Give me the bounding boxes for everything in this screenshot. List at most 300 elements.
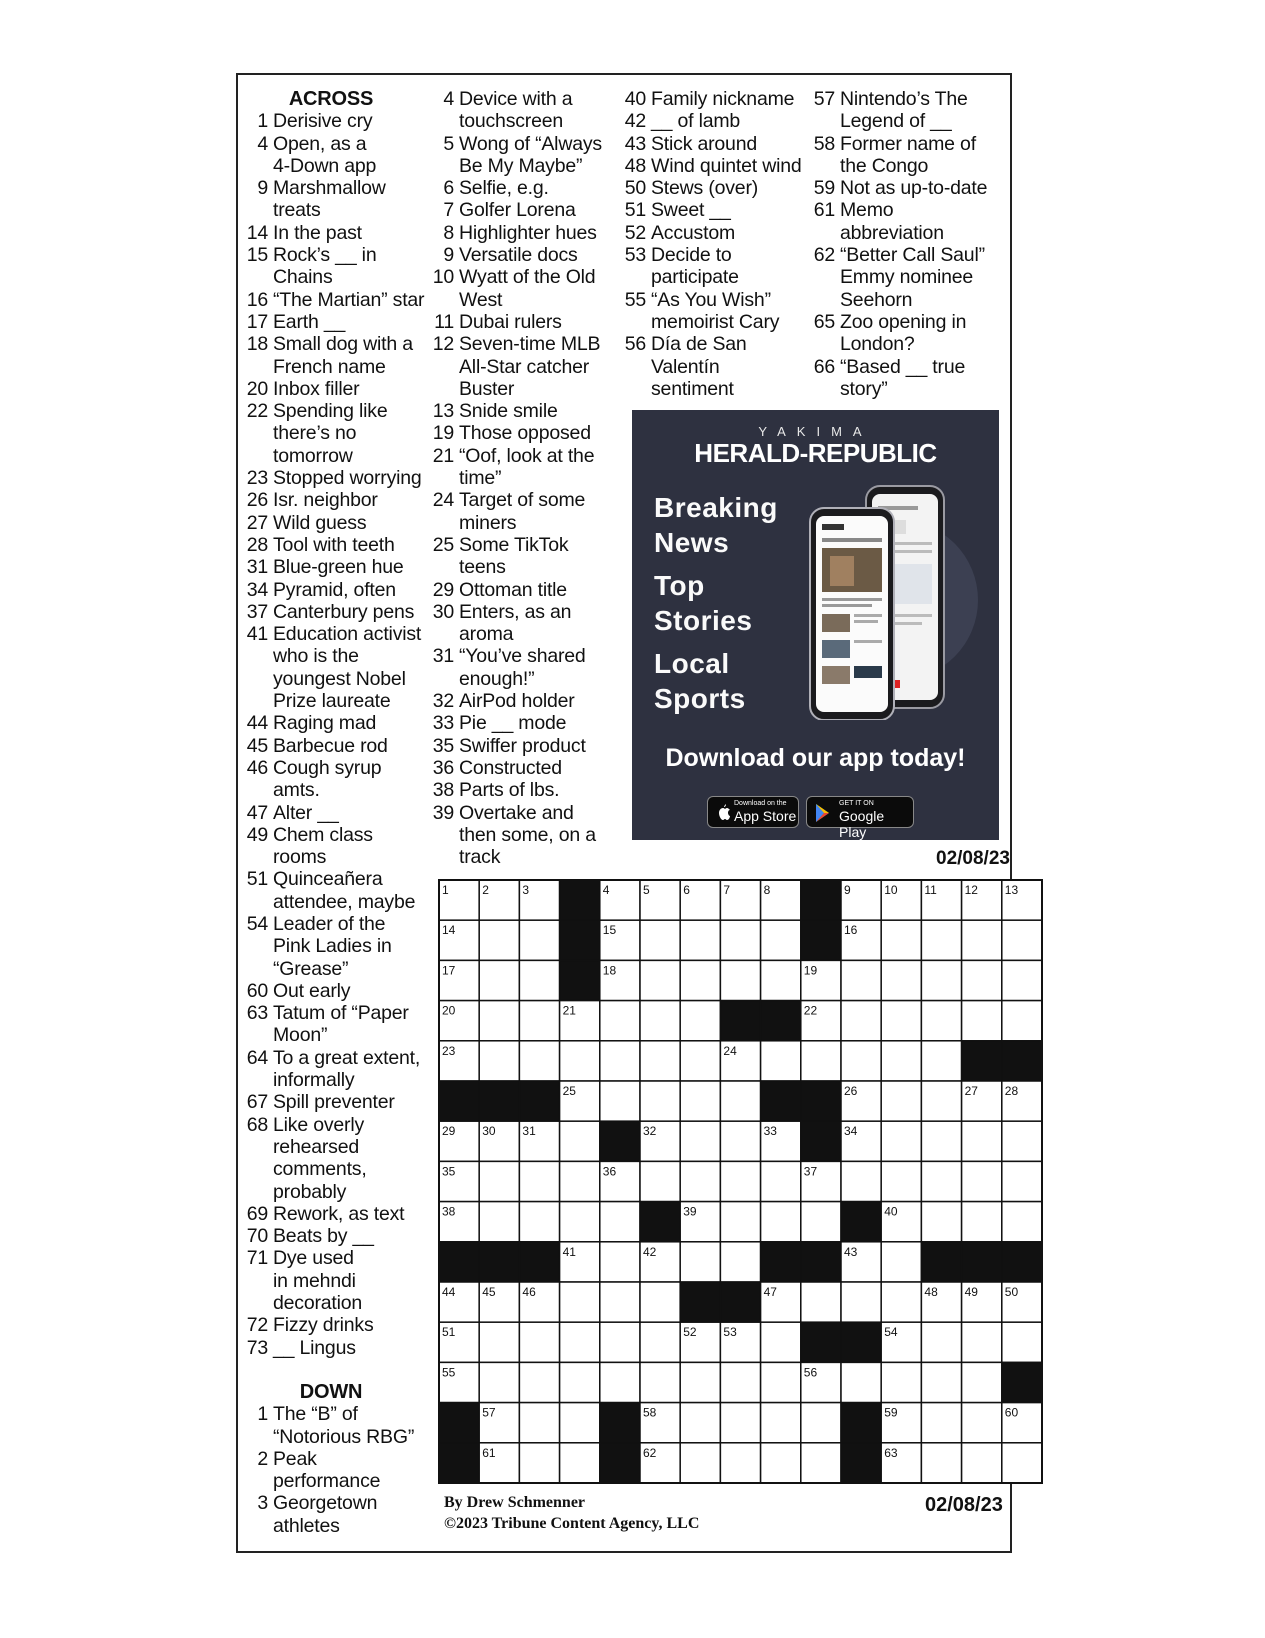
grid-cell[interactable] xyxy=(560,1041,600,1081)
down-column-3 xyxy=(624,88,814,400)
grid-cell[interactable] xyxy=(479,1161,519,1201)
down-clue-52[interactable] xyxy=(624,222,814,244)
clue-number: 2 xyxy=(257,1447,268,1470)
clue-number: 21 xyxy=(432,444,454,467)
grid-cell[interactable] xyxy=(560,1403,600,1443)
down-clue-29[interactable] xyxy=(432,579,612,601)
clue-line: then some, on a xyxy=(459,823,596,846)
cell-number: 35 xyxy=(442,1164,456,1179)
clue-line: “Based __ true xyxy=(840,355,966,378)
grid-cell[interactable] xyxy=(761,960,801,1000)
grid-cell[interactable] xyxy=(519,1322,559,1362)
clue-text xyxy=(454,712,612,734)
grid-cell[interactable] xyxy=(720,1202,760,1242)
grid-cell[interactable] xyxy=(962,1121,1002,1161)
clue-text xyxy=(835,177,1013,199)
across-clue-14[interactable] xyxy=(246,222,431,244)
across-clue-15[interactable] xyxy=(246,244,431,289)
clue-text xyxy=(268,802,431,824)
cell-number: 28 xyxy=(1004,1084,1019,1098)
grid-cell[interactable] xyxy=(761,1161,801,1201)
grid-cell[interactable] xyxy=(720,1362,760,1402)
clue-line: Quinceañera xyxy=(273,868,383,891)
grid-cell[interactable] xyxy=(680,1362,720,1402)
clue-text xyxy=(646,199,814,221)
grid-cell[interactable] xyxy=(962,1322,1002,1362)
grid-cell[interactable] xyxy=(801,1041,841,1081)
across-clue-64[interactable] xyxy=(246,1047,431,1092)
grid-cell[interactable] xyxy=(761,1322,801,1362)
clue-number: 22 xyxy=(246,400,268,423)
down-clue-19[interactable] xyxy=(432,422,612,444)
grid-cell[interactable] xyxy=(560,1202,600,1242)
clue-line: Chem class xyxy=(273,823,373,846)
grid-cell[interactable] xyxy=(881,1242,921,1282)
grid-cell[interactable] xyxy=(881,1161,921,1201)
clue-text xyxy=(454,802,612,869)
down-clue-21[interactable] xyxy=(432,445,612,490)
grid-cell[interactable] xyxy=(720,1242,760,1282)
clue-line: Device with a xyxy=(459,88,573,110)
clue-line: Decide to xyxy=(651,244,732,267)
down-clue-66[interactable] xyxy=(813,356,1013,401)
grid-block xyxy=(761,1242,801,1282)
grid-cell[interactable] xyxy=(720,960,760,1000)
grid-cell[interactable] xyxy=(921,1202,961,1242)
grid-cell[interactable] xyxy=(1002,1121,1042,1161)
across-clue-44[interactable] xyxy=(246,712,431,734)
across-clue-9[interactable] xyxy=(246,177,431,222)
grid-cell[interactable] xyxy=(1002,920,1042,960)
across-clue-31[interactable] xyxy=(246,556,431,578)
grid-cell[interactable] xyxy=(841,1001,881,1041)
grid-cell[interactable] xyxy=(801,1202,841,1242)
clue-text xyxy=(268,556,431,578)
ad-tagline-local-sports xyxy=(654,646,746,716)
clue-number: 56 xyxy=(624,333,646,356)
down-clue-50[interactable] xyxy=(624,177,814,199)
down-clue-55[interactable] xyxy=(624,289,814,334)
cell-number: 1 xyxy=(442,883,449,897)
across-clue-67[interactable] xyxy=(246,1091,431,1113)
grid-cell[interactable] xyxy=(680,1161,720,1201)
across-clue-70[interactable] xyxy=(246,1225,431,1247)
across-clue-45[interactable] xyxy=(246,735,431,757)
grid-cell[interactable] xyxy=(640,1081,680,1121)
byline xyxy=(444,1492,699,1534)
clue-number: 16 xyxy=(246,288,268,311)
clue-text xyxy=(268,1047,431,1092)
grid-cell[interactable] xyxy=(600,1202,640,1242)
across-clue-47[interactable] xyxy=(246,802,431,824)
grid-cell[interactable] xyxy=(921,1161,961,1201)
clue-number: 33 xyxy=(432,712,454,735)
cell-number: 36 xyxy=(602,1164,617,1179)
down-clue-10[interactable] xyxy=(432,266,612,311)
clue-number: 48 xyxy=(624,154,646,177)
grid-cell[interactable] xyxy=(640,960,680,1000)
cell-number: 53 xyxy=(723,1325,737,1340)
cell-number: 62 xyxy=(643,1445,657,1460)
grid-cell[interactable] xyxy=(560,1362,600,1402)
grid-cell[interactable] xyxy=(519,1161,559,1201)
down-clue-56[interactable] xyxy=(624,333,814,400)
clue-line: Some TikTok xyxy=(459,533,569,556)
grid-cell[interactable] xyxy=(1002,1161,1042,1201)
grid-cell[interactable] xyxy=(962,1161,1002,1201)
across-clue-73[interactable] xyxy=(246,1337,431,1359)
grid-cell[interactable] xyxy=(680,1403,720,1443)
across-clue-4[interactable] xyxy=(246,133,431,178)
across-clue-1[interactable] xyxy=(246,110,431,132)
down-clue-42[interactable] xyxy=(624,110,814,132)
down-clue-35[interactable] xyxy=(432,735,612,757)
grid-cell[interactable] xyxy=(761,1403,801,1443)
grid-cell[interactable] xyxy=(921,1362,961,1402)
down-clue-53[interactable] xyxy=(624,244,814,289)
grid-cell[interactable] xyxy=(680,1081,720,1121)
grid-cell[interactable] xyxy=(881,920,921,960)
grid-cell[interactable] xyxy=(600,1041,640,1081)
grid-cell[interactable] xyxy=(761,1041,801,1081)
cell-number: 4 xyxy=(602,883,610,897)
cell-number: 29 xyxy=(442,1124,456,1139)
clue-text xyxy=(268,378,431,400)
grid-cell[interactable] xyxy=(962,1202,1002,1242)
down-clue-3[interactable] xyxy=(246,1492,431,1537)
clue-number: 60 xyxy=(246,979,268,1002)
across-clue-60[interactable] xyxy=(246,980,431,1002)
grid-cell[interactable] xyxy=(801,1443,841,1483)
across-clue-20[interactable] xyxy=(246,378,431,400)
across-clue-22[interactable] xyxy=(246,400,431,467)
down-clue-33[interactable] xyxy=(432,712,612,734)
clue-line: Rework, as text xyxy=(273,1202,405,1225)
grid-cell[interactable] xyxy=(921,1443,961,1483)
grid-cell[interactable] xyxy=(720,1081,760,1121)
grid-cell[interactable] xyxy=(841,1161,881,1201)
across-clue-68[interactable] xyxy=(246,1114,431,1203)
down-clue-31[interactable] xyxy=(432,645,612,690)
clue-text xyxy=(268,400,431,467)
grid-cell[interactable] xyxy=(640,1362,680,1402)
google-play-badge[interactable] xyxy=(806,796,914,840)
across-clue-27[interactable] xyxy=(246,512,431,534)
down-clue-40[interactable] xyxy=(624,88,814,110)
down-clue-61[interactable] xyxy=(813,199,1013,244)
clue-line: Seehorn xyxy=(840,288,913,311)
grid-cell[interactable] xyxy=(680,1242,720,1282)
clue-line: To a great extent, xyxy=(273,1046,421,1069)
grid-cell[interactable] xyxy=(519,1041,559,1081)
cell-number: 33 xyxy=(763,1124,777,1139)
grid-cell[interactable] xyxy=(560,1121,600,1161)
cell-number: 25 xyxy=(562,1084,576,1098)
grid-cell[interactable] xyxy=(881,960,921,1000)
grid-cell[interactable] xyxy=(519,920,559,960)
clue-number: 58 xyxy=(813,132,835,155)
grid-cell[interactable] xyxy=(519,1001,559,1041)
grid-cell[interactable] xyxy=(519,1443,559,1483)
across-clue-37[interactable] xyxy=(246,601,431,623)
grid-cell[interactable] xyxy=(841,960,881,1000)
grid-cell[interactable] xyxy=(962,920,1002,960)
clue-line: Leader of the xyxy=(273,912,386,935)
grid-cell[interactable] xyxy=(921,1041,961,1081)
grid-cell[interactable] xyxy=(479,920,519,960)
grid-cell[interactable] xyxy=(962,1443,1002,1483)
grid-cell[interactable] xyxy=(680,1001,720,1041)
down-clue-6[interactable] xyxy=(432,177,612,199)
grid-cell[interactable] xyxy=(720,1121,760,1161)
grid-cell[interactable] xyxy=(881,1001,921,1041)
clue-text xyxy=(268,1091,431,1113)
clue-number: 52 xyxy=(624,221,646,244)
grid-cell[interactable] xyxy=(761,1443,801,1483)
grid-cell[interactable] xyxy=(881,1081,921,1121)
grid-cell[interactable] xyxy=(720,1403,760,1443)
grid-cell[interactable] xyxy=(881,1121,921,1161)
grid-cell[interactable] xyxy=(801,1403,841,1443)
grid-cell[interactable] xyxy=(680,960,720,1000)
cell-number: 22 xyxy=(803,1003,818,1018)
grid-cell[interactable] xyxy=(479,960,519,1000)
grid-cell[interactable] xyxy=(640,920,680,960)
clue-line: Peak xyxy=(273,1447,317,1470)
grid-cell[interactable] xyxy=(881,1362,921,1402)
grid-cell[interactable] xyxy=(519,1403,559,1443)
across-clue-18[interactable] xyxy=(246,333,431,378)
grid-cell[interactable] xyxy=(921,1081,961,1121)
down-clue-4[interactable] xyxy=(432,88,612,133)
down-clue-59[interactable] xyxy=(813,177,1013,199)
herald-republic-ad[interactable] xyxy=(632,410,999,840)
grid-cell[interactable] xyxy=(1002,1001,1042,1041)
grid-cell[interactable] xyxy=(479,1362,519,1402)
clue-line: abbreviation xyxy=(840,221,944,244)
down-clue-39[interactable] xyxy=(432,802,612,869)
clue-line: Seven-time MLB xyxy=(459,333,601,356)
grid-cell[interactable] xyxy=(600,1081,640,1121)
grid-block xyxy=(720,1282,760,1322)
across-clue-71[interactable] xyxy=(246,1247,431,1314)
grid-cell[interactable] xyxy=(640,1282,680,1322)
grid-cell[interactable] xyxy=(600,1282,640,1322)
grid-cell[interactable] xyxy=(519,960,559,1000)
grid-cell[interactable] xyxy=(680,1443,720,1483)
clue-text xyxy=(454,333,612,400)
down-clue-2[interactable] xyxy=(246,1448,431,1493)
cell-number: 24 xyxy=(723,1043,737,1058)
grid-block xyxy=(640,1202,680,1242)
grid-cell[interactable] xyxy=(680,1041,720,1081)
clue-number: 41 xyxy=(246,623,268,646)
app-store-badge[interactable] xyxy=(707,796,799,828)
across-clue-16[interactable] xyxy=(246,289,431,311)
grid-svg[interactable] xyxy=(438,879,1043,1484)
clue-number: 30 xyxy=(432,600,454,623)
across-clue-51[interactable] xyxy=(246,868,431,913)
ad-tagline-top-stories xyxy=(654,568,752,638)
down-clue-30[interactable] xyxy=(432,601,612,646)
clue-line: Wyatt of the Old xyxy=(459,266,596,289)
grid-cell[interactable] xyxy=(519,1362,559,1402)
clue-text xyxy=(646,110,814,132)
clue-line: memoirist Cary xyxy=(651,310,780,333)
grid-cell[interactable] xyxy=(801,1282,841,1322)
clue-line: Raging mad xyxy=(273,712,377,735)
clue-text xyxy=(454,445,612,490)
across-clue-28[interactable] xyxy=(246,534,431,556)
across-clue-72[interactable] xyxy=(246,1314,431,1336)
grid-cell[interactable] xyxy=(560,1443,600,1483)
grid-cell[interactable] xyxy=(640,1322,680,1362)
grid-cell[interactable] xyxy=(1002,1202,1042,1242)
grid-cell[interactable] xyxy=(962,960,1002,1000)
grid-cell[interactable] xyxy=(640,1161,680,1201)
across-clue-34[interactable] xyxy=(246,579,431,601)
grid-cell[interactable] xyxy=(479,1322,519,1362)
grid-cell[interactable] xyxy=(921,1001,961,1041)
grid-cell[interactable] xyxy=(962,1362,1002,1402)
clue-text xyxy=(268,824,431,869)
grid-cell[interactable] xyxy=(680,1121,720,1161)
down-clue-9[interactable] xyxy=(432,244,612,266)
grid-cell[interactable] xyxy=(720,1443,760,1483)
grid-cell[interactable] xyxy=(640,1041,680,1081)
grid-cell[interactable] xyxy=(479,1041,519,1081)
grid-cell[interactable] xyxy=(720,1161,760,1201)
down-clue-12[interactable] xyxy=(432,333,612,400)
grid-cell[interactable] xyxy=(1002,1443,1042,1483)
grid-cell[interactable] xyxy=(479,1001,519,1041)
down-clue-5[interactable] xyxy=(432,133,612,178)
across-clue-17[interactable] xyxy=(246,311,431,333)
clue-text xyxy=(268,489,431,511)
down-clue-36[interactable] xyxy=(432,757,612,779)
grid-block xyxy=(921,1242,961,1282)
clue-text xyxy=(646,289,814,334)
across-clue-49[interactable] xyxy=(246,824,431,869)
down-clue-57[interactable] xyxy=(813,88,1013,133)
grid-cell[interactable] xyxy=(479,1202,519,1242)
clue-number: 31 xyxy=(432,645,454,668)
clue-text xyxy=(454,757,612,779)
grid-cell[interactable] xyxy=(600,1242,640,1282)
grid-cell[interactable] xyxy=(841,1282,881,1322)
grid-cell[interactable] xyxy=(560,1322,600,1362)
down-clue-32[interactable] xyxy=(432,690,612,712)
grid-block xyxy=(962,1041,1002,1081)
across-clue-23[interactable] xyxy=(246,467,431,489)
app-store-small-text: Download on the xyxy=(734,800,787,807)
cell-number: 38 xyxy=(442,1204,456,1219)
grid-cell[interactable] xyxy=(720,920,760,960)
down-clue-1[interactable] xyxy=(246,1403,431,1448)
grid-cell[interactable] xyxy=(921,1322,961,1362)
grid-cell[interactable] xyxy=(640,1001,680,1041)
crossword-grid[interactable] xyxy=(438,879,1043,1484)
clue-number: 39 xyxy=(432,801,454,824)
grid-cell[interactable] xyxy=(680,920,720,960)
down-clue-65[interactable] xyxy=(813,311,1013,356)
grid-block xyxy=(761,1081,801,1121)
grid-cell[interactable] xyxy=(841,1362,881,1402)
down-clue-11[interactable] xyxy=(432,311,612,333)
grid-block xyxy=(761,1001,801,1041)
clue-line: Prize laureate xyxy=(273,690,391,713)
clue-line: Pink Ladies in xyxy=(273,935,392,958)
down-clue-8[interactable] xyxy=(432,222,612,244)
grid-cell[interactable] xyxy=(600,1322,640,1362)
grid-cell[interactable] xyxy=(560,1161,600,1201)
down-clue-7[interactable] xyxy=(432,199,612,221)
clue-text xyxy=(268,980,431,1002)
across-clue-41[interactable] xyxy=(246,623,431,712)
grid-cell[interactable] xyxy=(560,1282,600,1322)
clue-text xyxy=(268,110,431,132)
down-clue-62[interactable] xyxy=(813,244,1013,311)
grid-cell[interactable] xyxy=(1002,1322,1042,1362)
across-clue-69[interactable] xyxy=(246,1203,431,1225)
down-clue-43[interactable] xyxy=(624,133,814,155)
across-clue-63[interactable] xyxy=(246,1002,431,1047)
grid-cell[interactable] xyxy=(1002,960,1042,1000)
grid-cell[interactable] xyxy=(600,1362,640,1402)
clue-text xyxy=(268,177,431,222)
grid-cell[interactable] xyxy=(962,1403,1002,1443)
across-clue-46[interactable] xyxy=(246,757,431,802)
grid-cell[interactable] xyxy=(921,920,961,960)
grid-cell[interactable] xyxy=(921,960,961,1000)
grid-cell[interactable] xyxy=(962,1001,1002,1041)
grid-cell[interactable] xyxy=(761,1202,801,1242)
grid-cell[interactable] xyxy=(921,1403,961,1443)
ad-masthead-top: YAKIMA xyxy=(758,424,873,439)
grid-cell[interactable] xyxy=(921,1121,961,1161)
cell-number: 48 xyxy=(924,1285,938,1299)
clue-text xyxy=(835,88,1013,133)
clue-line: Valentín xyxy=(651,355,720,378)
down-clue-24[interactable] xyxy=(432,489,612,534)
grid-cell[interactable] xyxy=(881,1282,921,1322)
across-clue-26[interactable] xyxy=(246,489,431,511)
clue-line: Pie __ mode xyxy=(459,712,567,735)
clue-line: Rock’s __ in xyxy=(273,244,377,267)
grid-cell[interactable] xyxy=(881,1041,921,1081)
down-clue-48[interactable] xyxy=(624,155,814,177)
clue-number: 47 xyxy=(246,801,268,824)
across-clue-54[interactable] xyxy=(246,913,431,980)
grid-cell[interactable] xyxy=(761,920,801,960)
clue-line: Beats by __ xyxy=(273,1225,374,1248)
grid-cell[interactable] xyxy=(600,1001,640,1041)
grid-cell[interactable] xyxy=(761,1362,801,1402)
down-clue-58[interactable] xyxy=(813,133,1013,178)
clue-text xyxy=(268,512,431,534)
down-clue-51[interactable] xyxy=(624,199,814,221)
clue-number: 7 xyxy=(443,199,454,222)
clue-number: 17 xyxy=(246,310,268,333)
clue-number: 12 xyxy=(432,333,454,356)
down-clue-38[interactable] xyxy=(432,779,612,801)
down-clue-25[interactable] xyxy=(432,534,612,579)
grid-block xyxy=(439,1403,479,1443)
grid-cell[interactable] xyxy=(841,1041,881,1081)
down-clue-13[interactable] xyxy=(432,400,612,422)
grid-cell[interactable] xyxy=(519,1202,559,1242)
cell-number: 14 xyxy=(442,923,456,938)
